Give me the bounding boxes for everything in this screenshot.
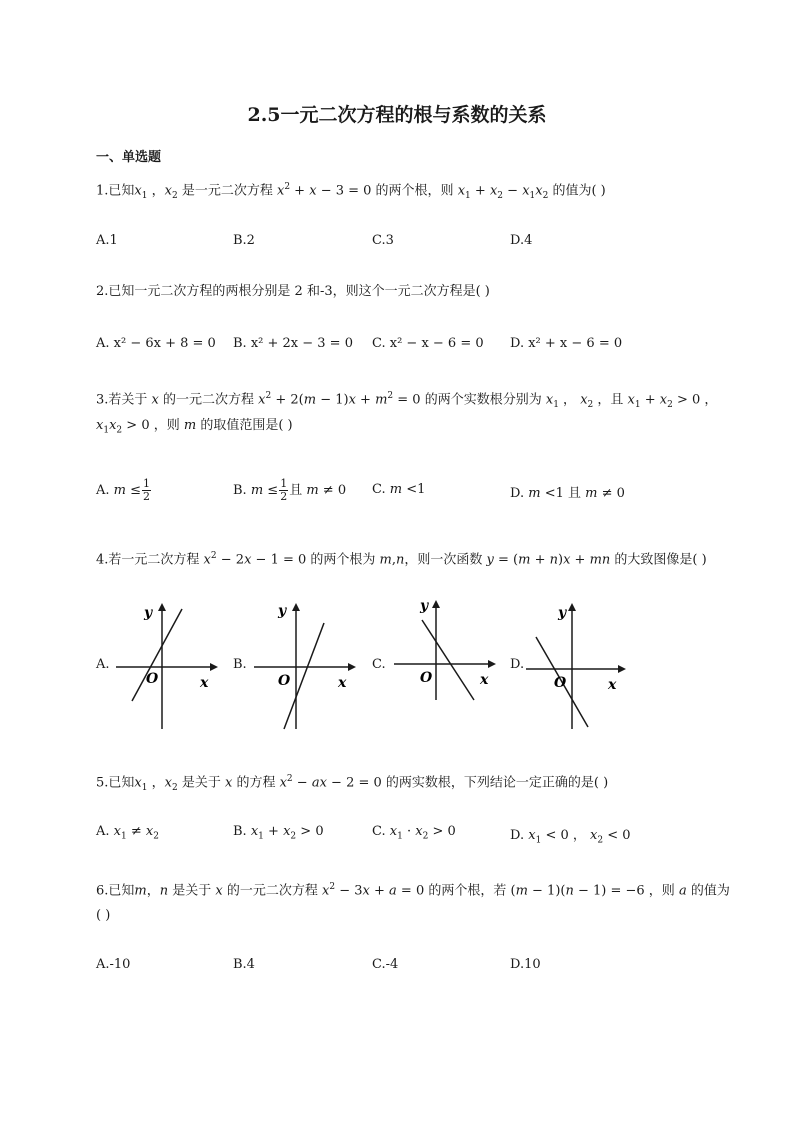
question-1: 1.已知$x_1$ ，$x_2$ 是一元二次方程 $x^2 + x - 3 = 0$ 的两个根，则 $x_1 + x_2 - x_1x_2$ 的值为( ) xyxy=(96,182,606,201)
graph-a-x-label: x xyxy=(200,675,209,691)
question-6-option-a: A.-10 xyxy=(96,957,131,972)
question-3-option-d: D. m <1 且 m ≠ 0 xyxy=(510,486,625,501)
question-5-option-b: B. $x_1 + x_2 > 0$ xyxy=(233,824,324,842)
question-1-option-a: A.1 xyxy=(96,233,118,248)
graph-a-origin-label: O xyxy=(146,671,159,687)
question-4-graph-d xyxy=(520,597,630,737)
graph-d-x-label: x xyxy=(608,677,617,693)
question-3-line-1: 3.若关于 x 的一元二次方程 $x^2 + 2(m - 1)x + m^2 = 0$ 的两个实数根分别为 $x_1$ ， $x_2$ ，且 $x_1 + x_2 > 0$ ， xyxy=(96,391,718,410)
question-1-option-d: D.4 xyxy=(510,233,533,248)
question-6-line-2: ( ) xyxy=(96,908,111,923)
question-4-option-d-label: D. xyxy=(510,657,525,672)
question-6-line-1: 6.已知m，n 是关于 x 的一元二次方程 $x^2 - 3x + a = 0$ 的两个根，若 (m − 1)(n − 1) = −6 ，则 a 的值为 xyxy=(96,882,730,899)
page-title: 2.5一元二次方程的根与系数的关系 xyxy=(247,104,547,126)
question-5: 5.已知$x_1$ ，$x_2$ 是关于 x 的方程 $x^2$ − ax − 2 = 0 的两实数根，下列结论一定正确的是( ) xyxy=(96,774,609,793)
question-4-graph-b xyxy=(248,597,358,737)
graph-d-origin-label: O xyxy=(554,675,567,691)
question-2: 2.已知一元二次方程的两根分别是 2 和-3，则这个一元二次方程是( ) xyxy=(96,284,490,299)
question-1-option-b: B.2 xyxy=(233,233,255,248)
question-3-option-c: C. m <1 xyxy=(372,482,426,497)
question-1-option-c: C.3 xyxy=(372,233,394,248)
question-5-option-a: A. $x_1 \ne x_2$ xyxy=(96,824,159,842)
question-6-option-d: D.10 xyxy=(510,957,541,972)
question-2-option-c: C. x² − x − 6 = 0 xyxy=(372,336,484,351)
graph-b-y-label: y xyxy=(278,603,287,619)
question-5-option-c: C. $x_1 \cdot x_2 > 0$ xyxy=(372,824,456,842)
question-4-graph-c xyxy=(388,592,498,732)
graph-b-x-label: x xyxy=(338,675,347,691)
graph-d-y-label: y xyxy=(558,605,567,621)
question-4-graph-a xyxy=(110,597,220,737)
graph-a-y-label: y xyxy=(144,605,153,621)
question-5-option-d: D. $x_1 < 0$ ， $x_2 < 0$ xyxy=(510,828,631,846)
graph-c-origin-label: O xyxy=(420,670,433,686)
graph-b-origin-label: O xyxy=(278,673,291,689)
graph-c-y-label: y xyxy=(420,598,429,614)
question-4-option-b-label: B. xyxy=(233,657,247,672)
question-3-option-b: B. m ≤ $\frac{1}{2}$ 且 m ≠ 0 xyxy=(233,477,347,503)
section-heading: 一、单选题 xyxy=(96,150,162,165)
question-4-option-c-label: C. xyxy=(372,657,386,672)
question-4: 4.若一元二次方程 $x^2 - 2x - 1 = 0$ 的两个根为 m,n，则一次函数 y = (m + n)x + mn 的大致图像是( ) xyxy=(96,551,707,568)
question-2-option-d: D. x² + x − 6 = 0 xyxy=(510,336,623,351)
graph-c-x-label: x xyxy=(480,672,489,688)
question-6-option-c: C.-4 xyxy=(372,957,399,972)
question-3-line-2: $x_1x_2 > 0$ ，则 m 的取值范围是( ) xyxy=(96,418,293,436)
question-2-option-a: A. x² − 6x + 8 = 0 xyxy=(96,336,216,351)
question-2-option-b: B. x² + 2x − 3 = 0 xyxy=(233,336,353,351)
question-4-option-a-label: A. xyxy=(96,657,110,672)
question-6-option-b: B.4 xyxy=(233,957,255,972)
question-3-option-a: A. m ≤ $\frac{1}{2}$ xyxy=(96,477,151,503)
